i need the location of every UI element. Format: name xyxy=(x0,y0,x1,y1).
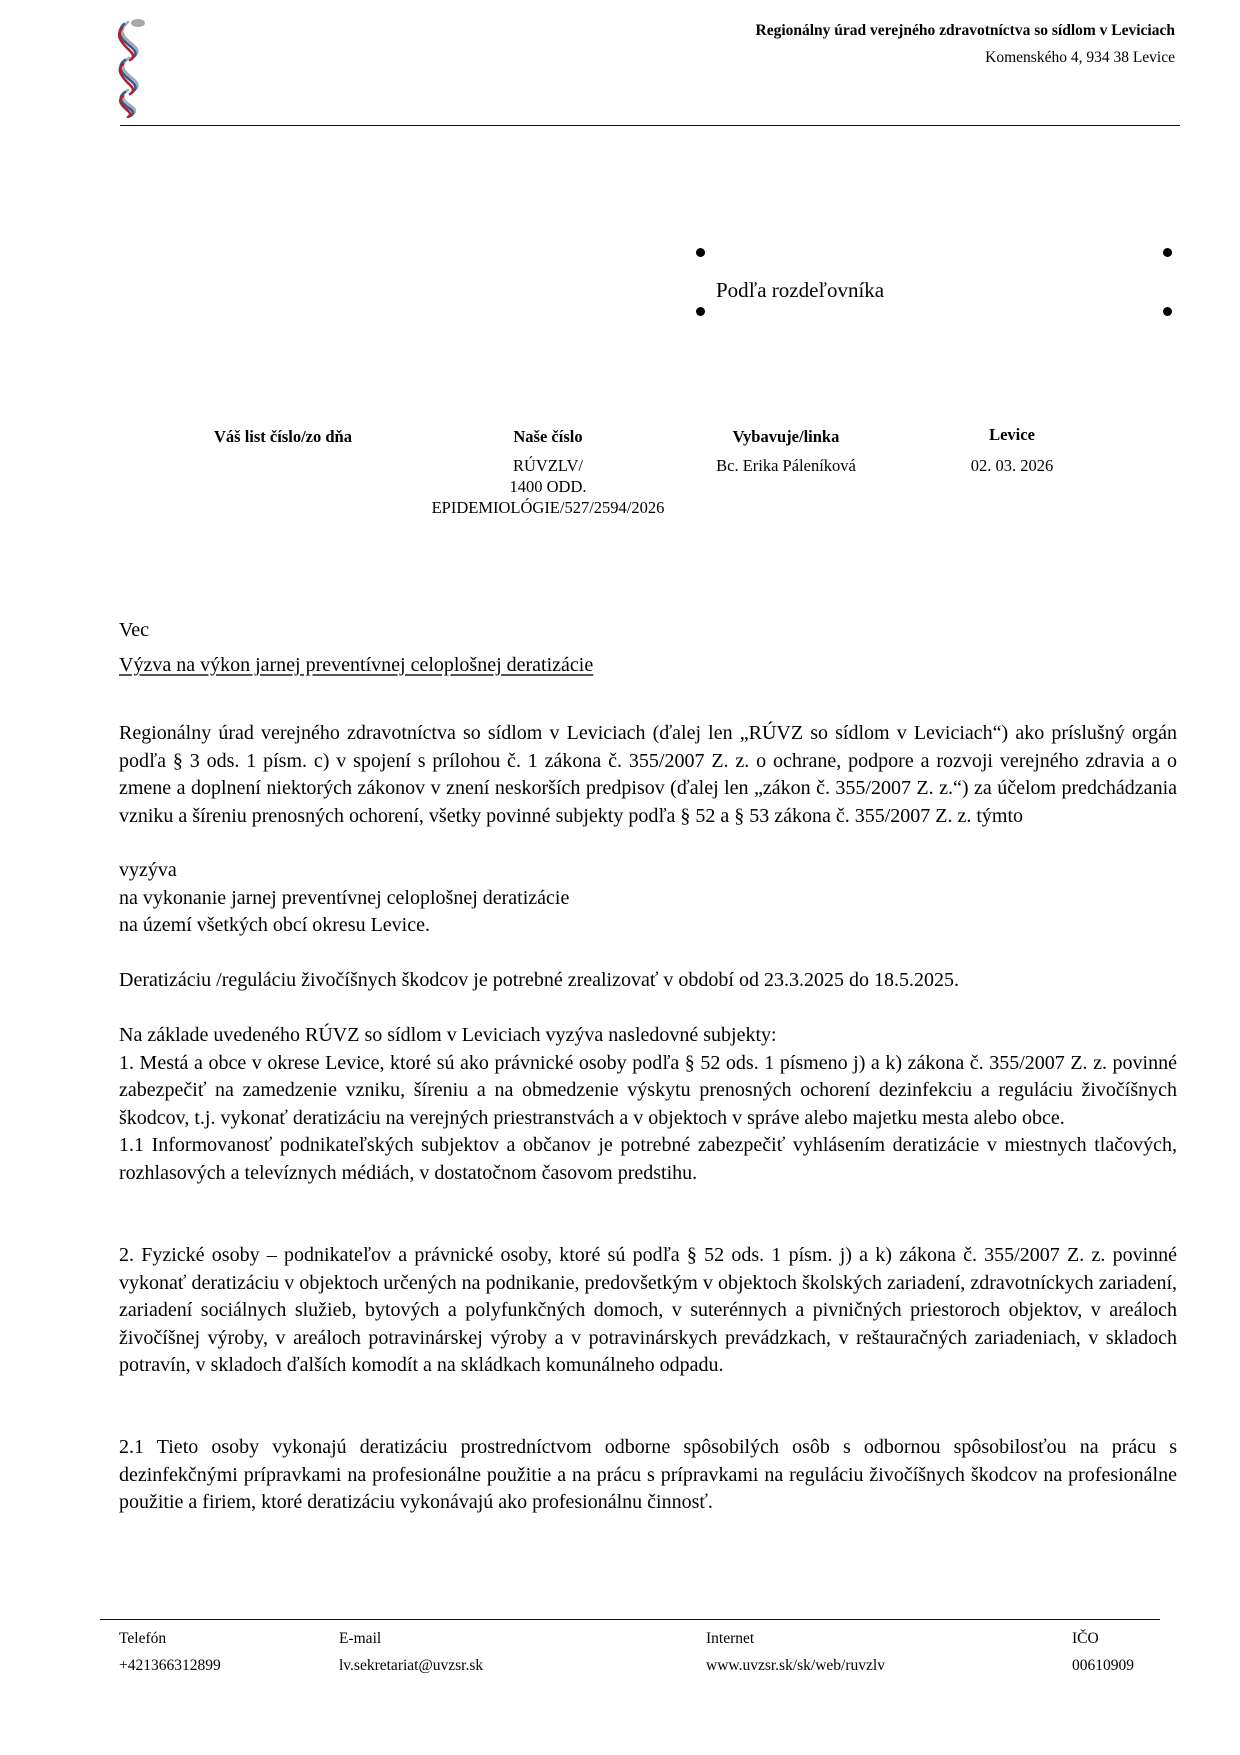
ref-value-our-number-line: EPIDEMIOLÓGIE/527/2594/2026 xyxy=(431,498,665,517)
organization-address: Komenského 4, 934 38 Levice xyxy=(985,49,1175,66)
footer-label-ico: IČO xyxy=(1072,1630,1099,1647)
address-window-corner-dot xyxy=(1163,307,1172,316)
footer-value-email[interactable]: lv.sekretariat@uvzsr.sk xyxy=(339,1657,484,1674)
footer-label-internet: Internet xyxy=(706,1630,755,1647)
ref-label-our-number: Naše číslo xyxy=(513,427,583,446)
body-intro xyxy=(119,720,1177,830)
organization-name: Regionálny úrad verejného zdravotníctva so sídlom v Leviciach xyxy=(755,22,1175,39)
address-window-corner-dot xyxy=(1163,248,1172,257)
period-paragraph: Deratizáciu /reguláciu živočíšnych škodcov je potrebné zrealizovať v období od 23.3.2025 do 18.5.2025. xyxy=(119,969,959,991)
ref-value-our-number-line: 1400 ODD. xyxy=(509,477,587,496)
call-block xyxy=(119,857,1177,940)
intro-paragraph: Regionálny úrad verejného zdravotníctva so sídlom v Leviciach (ďalej len „RÚVZ so sídlom v Leviciach“) ako príslušný orgán podľa § 3 ods. 1 písm. c) v spojení s prílohou č. 1 zákona č. 355/2007 Z. z. o ochrane, podpore a rozvoji verejného zdravia a o zmene a doplnení niektorých zákonov v znení neskorších predpisov (ďalej len „zákon č. 355/2007 Z. z.“) za účelom predchádzania vzniku a šíreniu prenosných ochorení, všetky povinné subjekty podľa § 52 a § 53 zákona č. 355/2007 Z. z. týmto xyxy=(119,722,1177,827)
subjects-intro: Na základe uvedeného RÚVZ so sídlom v Leviciach vyzýva nasledovné subjekty: xyxy=(119,1024,777,1046)
address-window-corner-dot xyxy=(696,307,705,316)
header-divider xyxy=(120,125,1180,126)
item-2 xyxy=(119,1242,1177,1380)
footer-value-internet[interactable]: www.uvzsr.sk/sk/web/ruvzlv xyxy=(706,1657,885,1674)
ref-value-our-number-line: RÚVZLV/ xyxy=(513,456,583,475)
ref-label-place: Levice xyxy=(989,425,1035,444)
ref-value-handled-by: Bc. Erika Páleníková xyxy=(716,456,856,475)
subject-title: Výzva na výkon jarnej preventívnej celoplošnej deratizácie xyxy=(119,654,594,676)
address-window-corner-dot xyxy=(696,248,705,257)
footer-label-phone: Telefón xyxy=(119,1630,167,1647)
footer-label-email: E-mail xyxy=(339,1630,382,1647)
recipient: Podľa rozdeľovníka xyxy=(716,278,885,302)
ref-label-handled-by: Vybavuje/linka xyxy=(732,427,840,446)
helix-logo-icon xyxy=(116,18,152,118)
item-2-1 xyxy=(119,1434,1177,1517)
call-line: na území všetkých obcí okresu Levice. xyxy=(119,914,430,936)
item-2-text: 2. Fyzické osoby – podnikateľov a právnické osoby, ktoré sú podľa § 52 ods. 1 písm. j) a k) zákona č. 355/2007 Z. z. povinné vykonať deratizáciu v objektoch určených na podnikanie, predovšetkým v objektoch školských zariadení, zdravotníckych zariadení, zariadení sociálnych služieb, bytových a polyfunkčných domoch, v suterénnych a pivničných priestoroch objektov, v areáloch živočíšnej výroby, v areáloch potravinárskej výroby a v potravinárskych prevádzkach, v reštauračných zariadeniach, v skladoch potravín, v skladoch ďalších komodít a na skládkach komunálneho odpadu. xyxy=(119,1244,1177,1376)
ref-label-your-letter: Váš list číslo/zo dňa xyxy=(214,427,352,446)
footer-value-ico: 00610909 xyxy=(1072,1657,1134,1674)
item-1: 1. Mestá a obce v okrese Levice, ktoré sú ako právnické osoby podľa § 52 ods. 1 písmeno j) a k) zákona č. 355/2007 Z. z. povinné zabezpečiť na zamedzenie vzniku, šíreniu a na obmedzenie výskytu prenosných ochorení dezinfekciu a reguláciu živočíšnych škodcov, t.j. vykonať deratizáciu na verejných priestranstvách a v objektoch v správe alebo majetku mesta alebo obce. xyxy=(119,1051,1177,1129)
item-1-1: 1.1 Informovanosť podnikateľských subjektov a občanov je potrebné zabezpečiť vyhlásením deratizácie v miestnych tlačových, rozhlasových a televíznych médiách, v dostatočnom časovom predstihu. xyxy=(119,1134,1177,1184)
call-line: vyzýva xyxy=(119,859,177,881)
ref-value-date: 02. 03. 2026 xyxy=(970,456,1054,475)
subject-label: Vec xyxy=(119,619,149,641)
subjects-block xyxy=(119,1022,1177,1187)
item-2-1-text: 2.1 Tieto osoby vykonajú deratizáciu prostredníctvom odborne spôsobilých osôb s odbornou spôsobilosťou na prácu s dezinfekčnými prípravkami na profesionálne použitie a na prácu s prípravkami na reguláciu živočíšnych škodcov na profesionálne použitie a firiem, ktoré deratizáciu vykonávajú ako profesionálnu činnosť. xyxy=(119,1436,1177,1513)
call-line: na vykonanie jarnej preventívnej celoplošnej deratizácie xyxy=(119,886,570,909)
footer-value-phone: +421366312899 xyxy=(119,1657,221,1674)
footer-divider xyxy=(100,1619,1160,1620)
